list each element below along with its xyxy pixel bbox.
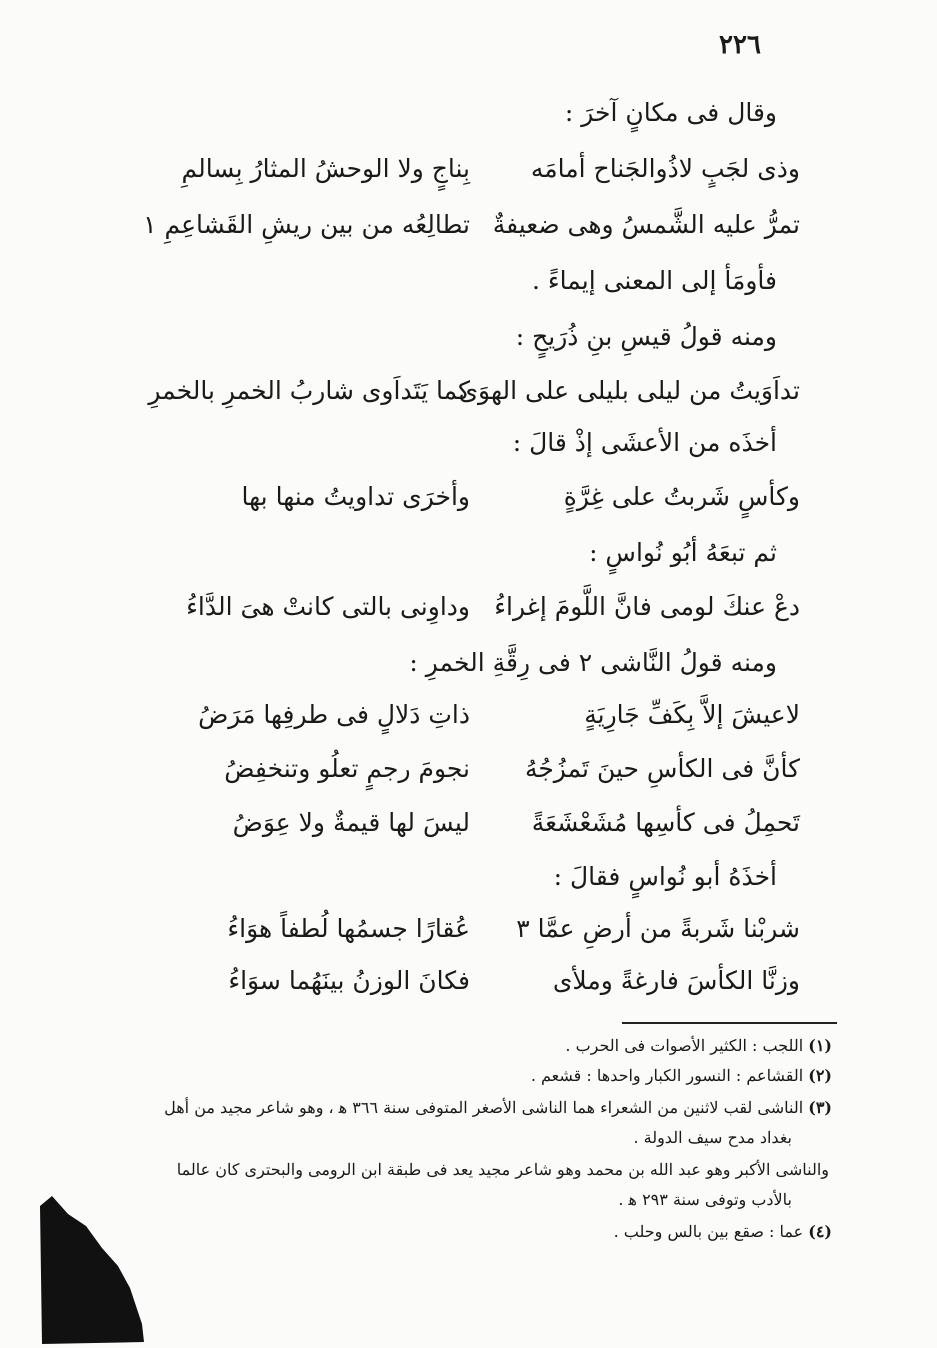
verse-second-hemistich: ليسَ لها قيمةٌ ولا عِوَضُ (232, 808, 470, 837)
verse-line (130, 482, 800, 522)
footnote-text: والناشى الأكبر وهو عبد الله بن محمد وهو شاعر مجيد يعد فى طبقة ابن الرومى والبحترى كان عالما (176, 1160, 829, 1179)
verse-first-hemistich: تمرُّ عليه الشَّمسُ وهى ضعيفةٌ (492, 210, 800, 239)
verse-first-hemistich: تَحمِلُ فى كأسِها مُشَعْشَعَةً (531, 808, 800, 837)
footnote-text: القشاعم : النسور الكبار واحدها : قشعم . (530, 1066, 804, 1085)
verse-second-hemistich: وأخرَى تداويتُ منها بها (241, 482, 470, 511)
footnote-number: (٤) (808, 1222, 832, 1241)
footnote-number: (٣) (808, 1098, 832, 1117)
prose-line: ومنه قولُ قيسِ بنِ ذُرَيحٍ : (515, 322, 777, 351)
prose-line: ثم تبعَهُ أبُو نُواسٍ : (589, 538, 777, 567)
scan-shadow-blot (38, 1196, 148, 1346)
verse-line (130, 154, 800, 194)
footnote (531, 1066, 832, 1085)
footnote-continuation: بالأدب وتوفى سنة ٢٩٣ ﻫ . (618, 1190, 792, 1209)
verse-first-hemistich: وزنَّا الكأسَ فارغةً وملأى (552, 966, 800, 995)
prose-line: ومنه قولُ النَّاشى ٢ فى رِقَّةِ الخمرِ : (409, 648, 777, 677)
verse-first-hemistich: لاعيشَ إلاَّ بِكَفِّ جَارِيَةٍ (584, 700, 800, 729)
prose-line: فأومَأ إلى المعنى إيماءً . (532, 266, 777, 295)
prose-line: وقال فى مكانٍ آخرَ : (564, 98, 777, 127)
footnote-continuation: بغداد مدح سيف الدولة . (633, 1128, 792, 1147)
verse-first-hemistich: شربْنا شَربةً من أرضِ عمَّا ٣ (516, 914, 800, 943)
verse-second-hemistich: ذاتِ دَلالٍ فى طرفِها مَرَضُ (198, 700, 470, 729)
verse-line (130, 914, 800, 954)
verse-second-hemistich: كما يَتَداَوى شاربُ الخمرِ بالخمرِ (148, 376, 470, 405)
verse-line (130, 700, 800, 740)
footnote-text: اللجب : الكثير الأصوات فى الحرب . (565, 1036, 804, 1055)
verse-line (130, 754, 800, 794)
verse-line (130, 210, 800, 250)
verse-first-hemistich: دعْ عنكَ لومى فانَّ اللَّومَ إغراءُ (494, 592, 800, 621)
footnote-number: (١) (808, 1036, 832, 1055)
prose-line: أخذَهُ أبو نُواسٍ فقالَ : (553, 862, 777, 891)
verse-first-hemistich: كأنَّ فى الكأسِ حينَ تَمزُجُهُ (524, 754, 800, 783)
footnote (614, 1222, 832, 1241)
verse-second-hemistich: تطالِعُه من بين ريشِ القَشاعِمِ ١ (143, 210, 470, 239)
verse-line (130, 376, 800, 416)
verse-first-hemistich: وكأسٍ شَربتُ على غِرَّةٍ (563, 482, 800, 511)
verse-first-hemistich: وذى لجَبٍ لاذُوالجَناح أمامَه (530, 154, 800, 183)
footnote-divider (622, 1022, 837, 1024)
verse-line (130, 808, 800, 848)
verse-line (130, 966, 800, 1006)
verse-second-hemistich: عُقارًا جسمُها لُطفاً هوَاءُ (227, 914, 470, 943)
footnote (164, 1098, 832, 1117)
footnote-number: (٢) (808, 1066, 832, 1085)
footnote-text: الناشى لقب لاثنين من الشعراء هما الناشى الأصغر المتوفى سنة ٣٦٦ ﻫ ، وهو شاعر مجيد من أهل (164, 1098, 804, 1117)
prose-line: أخذَه من الأعشَى إذْ قالَ : (512, 428, 777, 457)
footnote-text: عما : صقع بين بالس وحلب . (613, 1222, 804, 1241)
verse-second-hemistich: بِناجٍ ولا الوحشُ المثارُ بِسالمِ (181, 154, 470, 183)
verse-second-hemistich: نجومَ رجمٍ تعلُو وتنخفِضُ (224, 754, 470, 783)
verse-first-hemistich: تداَوَيتُ من ليلى بليلى على الهوَى (458, 376, 800, 405)
page-number: ٢٢٦ (719, 30, 761, 60)
verse-line (130, 592, 800, 632)
verse-second-hemistich: فكانَ الوزنُ بينَهُما سوَاءُ (228, 966, 470, 995)
footnote (565, 1036, 832, 1055)
verse-second-hemistich: وداوِنى بالتى كانتْ هىَ الدَّاءُ (186, 592, 470, 621)
